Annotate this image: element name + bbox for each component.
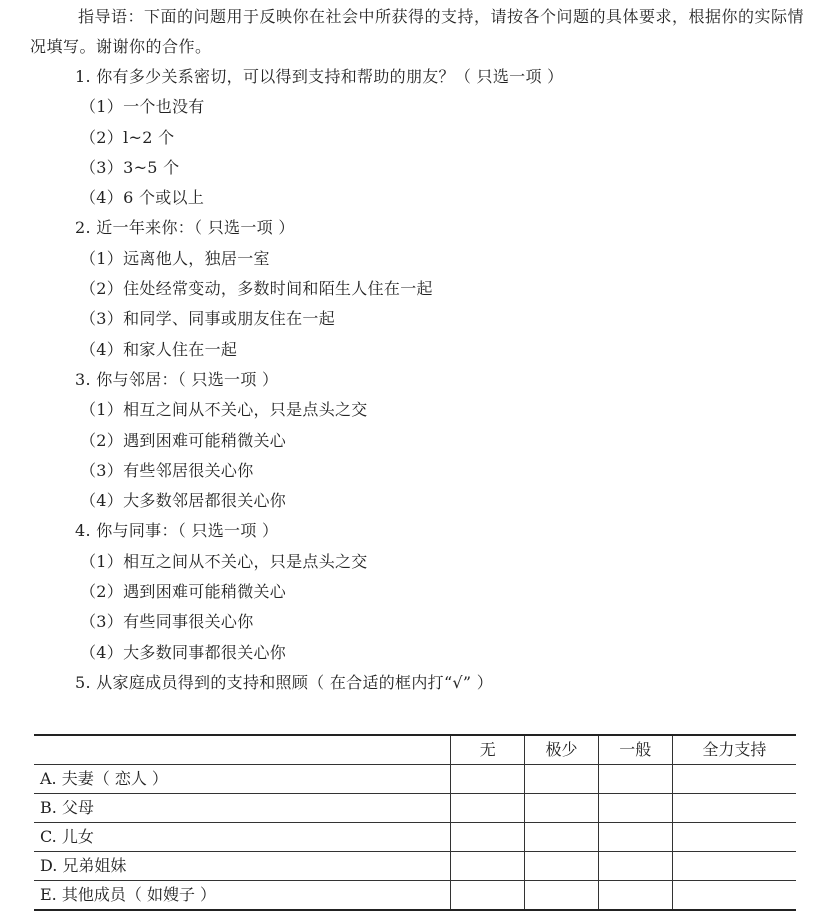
question-2-title: 2. 近一年来你：（ 只选一项 ） <box>75 218 295 238</box>
option-number: （2） <box>80 279 124 299</box>
question-1-option-3[interactable] <box>0 153 831 183</box>
question-2-option-4[interactable] <box>0 335 831 365</box>
option-label: 和家人住在一起 <box>123 339 238 359</box>
option-label: 远离他人，独居一室 <box>123 248 270 268</box>
table-header-row <box>34 735 796 765</box>
checkbox-cell-full-support[interactable] <box>672 852 796 881</box>
option-number: （1） <box>80 248 124 268</box>
checkbox-cell-full-support[interactable] <box>672 765 796 794</box>
table-row <box>34 852 796 881</box>
column-header-none: 无 <box>451 735 525 765</box>
option-number: （2） <box>80 127 124 147</box>
question-2-option-3[interactable] <box>0 304 831 334</box>
option-label: 大多数同事都很关心你 <box>123 642 287 662</box>
question-4-title: 4. 你与同事：（ 只选一项 ） <box>75 521 279 541</box>
option-label: 有些同事很关心你 <box>123 612 254 632</box>
question-3-option-3[interactable] <box>0 456 831 486</box>
checkbox-cell-little[interactable] <box>525 823 599 852</box>
table-row <box>34 794 796 823</box>
checkbox-cell-none[interactable] <box>451 852 525 881</box>
option-label: 大多数邻居都很关心你 <box>123 491 287 511</box>
option-number: （4） <box>80 339 124 359</box>
option-number: （4） <box>80 188 124 208</box>
row-label: E. 其他成员（ 如嫂子 ） <box>34 881 451 911</box>
question-3-option-4[interactable] <box>0 486 831 516</box>
question-4-option-1[interactable] <box>0 547 831 577</box>
option-label: 一个也没有 <box>123 97 205 117</box>
checkbox-cell-none[interactable] <box>451 881 525 911</box>
checkbox-cell-average[interactable] <box>598 765 672 794</box>
table-row <box>34 881 796 911</box>
question-2-option-1[interactable] <box>0 244 831 274</box>
question-3-option-2[interactable] <box>0 426 831 456</box>
checkbox-cell-none[interactable] <box>451 794 525 823</box>
question-2-option-2[interactable] <box>0 274 831 304</box>
option-label: l~2 个 <box>123 127 175 147</box>
checkbox-cell-none[interactable] <box>451 765 525 794</box>
option-number: （3） <box>80 157 124 177</box>
checkbox-cell-full-support[interactable] <box>672 794 796 823</box>
checkbox-cell-average[interactable] <box>598 852 672 881</box>
option-label: 有些邻居很关心你 <box>123 460 254 480</box>
row-label: C. 儿女 <box>34 823 451 852</box>
question-1-option-4[interactable] <box>0 183 831 213</box>
table-row <box>34 765 796 794</box>
instructions-paragraph: 指导语：下面的问题用于反映你在社会中所获得的支持，请按各个问题的具体要求，根据你的实际情况填写。谢谢你的合作。 <box>30 7 805 56</box>
option-label: 和同学、同事或朋友住在一起 <box>123 309 335 329</box>
question-1-option-1[interactable] <box>0 92 831 122</box>
checkbox-cell-average[interactable] <box>598 823 672 852</box>
question-3-option-1[interactable] <box>0 395 831 425</box>
option-label: 遇到困难可能稍微关心 <box>123 582 287 602</box>
checkbox-cell-little[interactable] <box>525 794 599 823</box>
checkbox-cell-little[interactable] <box>525 881 599 911</box>
option-label: 遇到困难可能稍微关心 <box>123 430 287 450</box>
row-label: A. 夫妻（ 恋人 ） <box>34 765 451 794</box>
question-5-title: 5. 从家庭成员得到的支持和照顾（ 在合适的框内打“√” ） <box>75 672 494 692</box>
question-4-option-4[interactable] <box>0 638 831 668</box>
family-support-table <box>34 734 796 911</box>
option-number: （3） <box>80 309 124 329</box>
column-header-full-support: 全力支持 <box>672 735 796 765</box>
option-label: 相互之间从不关心，只是点头之交 <box>123 551 368 571</box>
column-header-little: 极少 <box>525 735 599 765</box>
option-number: （1） <box>80 400 124 420</box>
question-1-option-2[interactable] <box>0 123 831 153</box>
checkbox-cell-full-support[interactable] <box>672 823 796 852</box>
checkbox-cell-full-support[interactable] <box>672 881 796 911</box>
column-header-average: 一般 <box>598 735 672 765</box>
option-number: （1） <box>80 97 124 117</box>
option-label: 3~5 个 <box>123 157 180 177</box>
question-1-title: 1. 你有多少关系密切，可以得到支持和帮助的朋友？（ 只选一项 ） <box>75 67 564 86</box>
question-list <box>0 62 831 698</box>
checkbox-cell-average[interactable] <box>598 881 672 911</box>
question-3-title: 3. 你与邻居：（ 只选一项 ） <box>75 369 279 389</box>
option-label: 住处经常变动，多数时间和陌生人住在一起 <box>123 279 433 299</box>
checkbox-cell-average[interactable] <box>598 794 672 823</box>
question-4-option-2[interactable] <box>0 577 831 607</box>
row-label: B. 父母 <box>34 794 451 823</box>
option-number: （1） <box>80 551 124 571</box>
column-header-member <box>34 735 451 765</box>
checkbox-cell-little[interactable] <box>525 765 599 794</box>
option-number: （2） <box>80 582 124 602</box>
option-number: （2） <box>80 430 124 450</box>
option-label: 6 个或以上 <box>123 188 205 208</box>
option-label: 相互之间从不关心，只是点头之交 <box>123 400 368 420</box>
option-number: （3） <box>80 612 124 632</box>
option-number: （4） <box>80 491 124 511</box>
row-label: D. 兄弟姐妹 <box>34 852 451 881</box>
option-number: （3） <box>80 460 124 480</box>
checkbox-cell-little[interactable] <box>525 852 599 881</box>
checkbox-cell-none[interactable] <box>451 823 525 852</box>
table-row <box>34 823 796 852</box>
option-number: （4） <box>80 642 124 662</box>
question-4-option-3[interactable] <box>0 607 831 637</box>
